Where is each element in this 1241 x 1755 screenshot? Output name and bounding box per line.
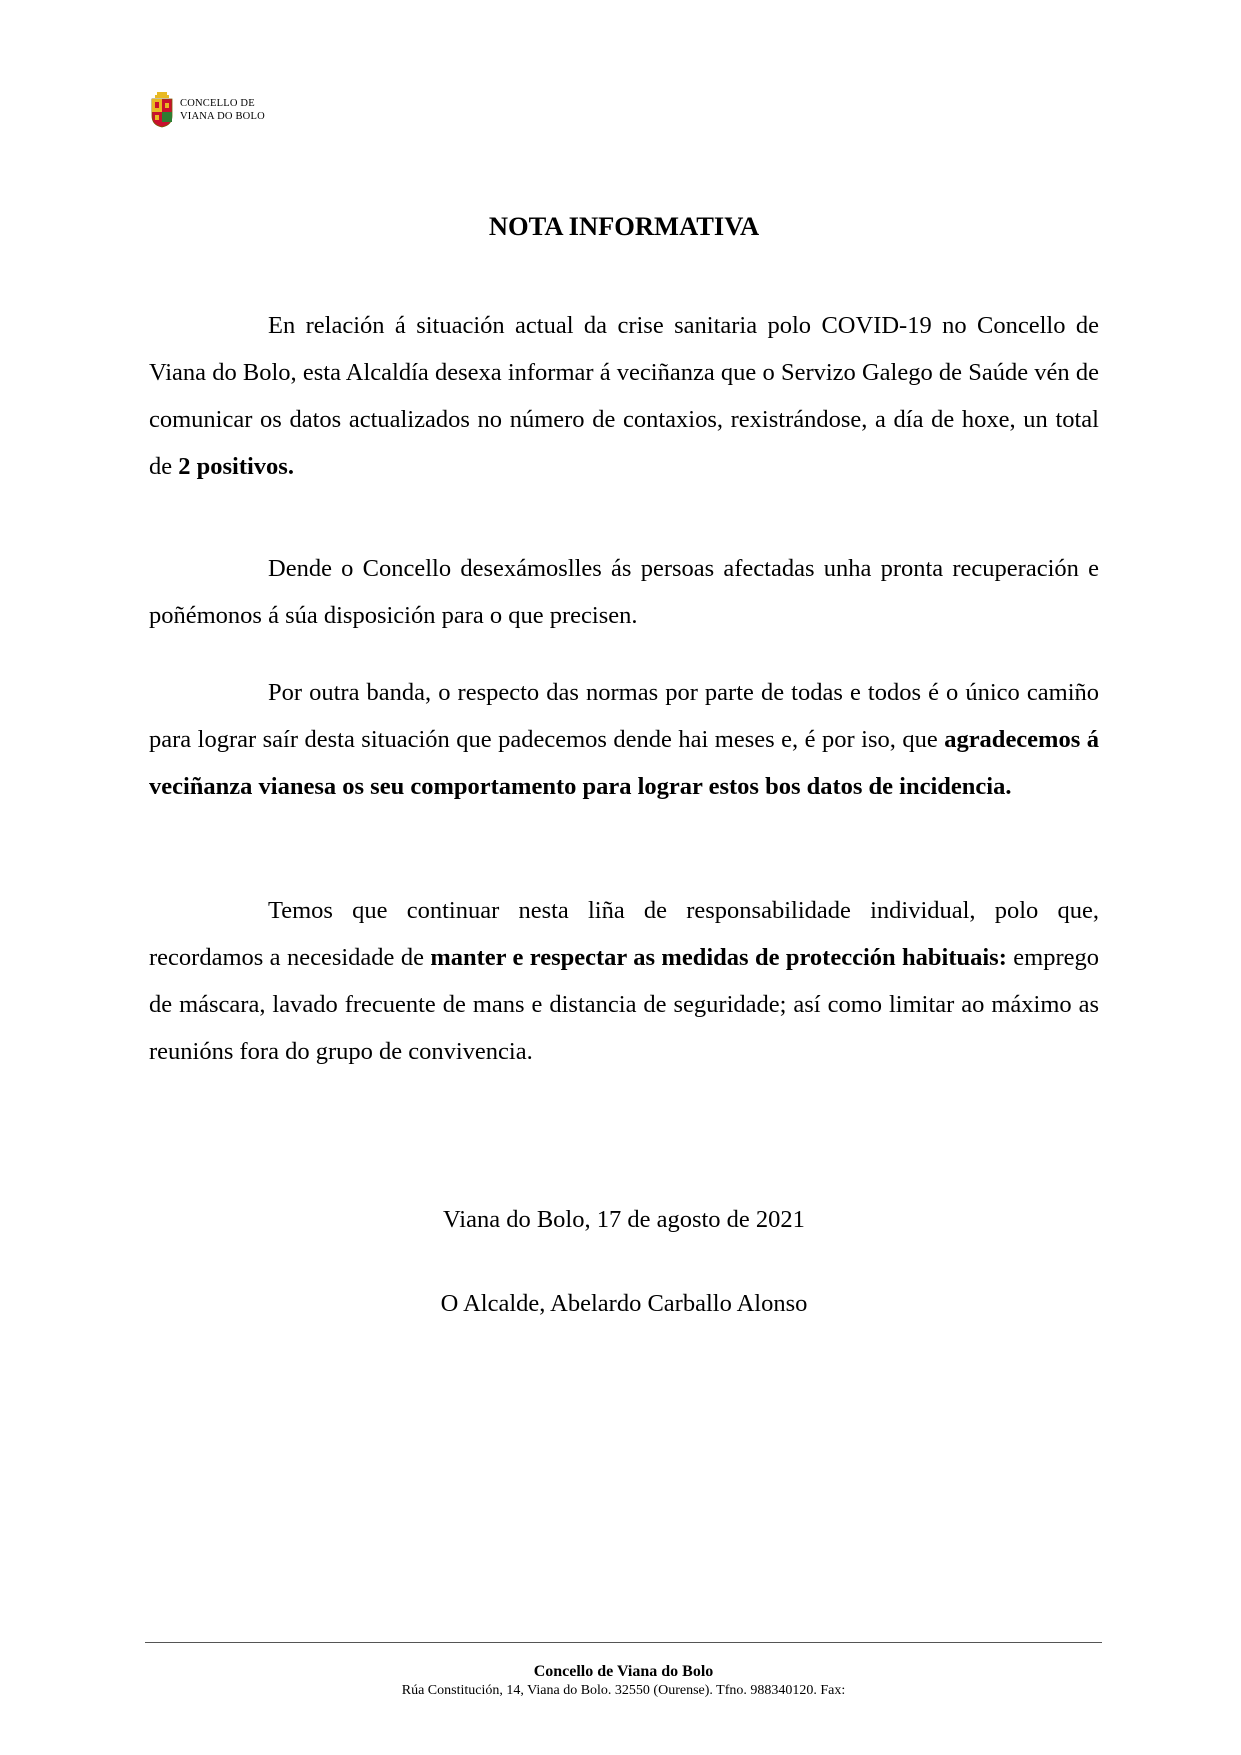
paragraph-2	[149, 545, 1099, 639]
paragraph-4-text-before: Temos que continuar nesta liña de responsabilidade individual, polo que, recordamos a necesidade de	[149, 897, 1099, 971]
coat-of-arms-icon	[150, 92, 174, 128]
paragraph-3	[149, 669, 1099, 810]
paragraph-2-text: Dende o Concello desexámoslles ás persoas afectadas unha pronta recuperación e poñémonos á súa disposición para o que precisen.	[149, 555, 1099, 629]
footer-name: Concello de Viana do Bolo	[533, 1663, 714, 1680]
paragraph-4-text-after: emprego de máscara, lavado frecuente de mans e distancia de seguridade; así como limitar ao máximo as reunións fora do grupo de convivencia.	[149, 944, 1100, 1065]
footer-divider	[145, 1642, 1102, 1643]
paragraph-1-bold: 2 positivos.	[178, 453, 294, 480]
logo-line-2: VIANA DO BOLO	[180, 111, 265, 122]
paragraph-1	[149, 302, 1099, 490]
paragraph-3-text: Por outra banda, o respecto das normas por parte de todas e todos é o único camiño para lograr saír desta situación que padecemos dende hai meses e, é por iso, que	[149, 679, 1099, 753]
logo-text	[180, 97, 265, 123]
header-logo	[150, 92, 265, 128]
paragraph-3-bold: agradecemos á veciñanza vianesa os seu comportamento para lograr estos bos datos de incidencia.	[149, 726, 1099, 800]
footer-address: Rúa Constitución, 14, Viana do Bolo. 32550 (Ourense). Tfno. 988340120. Fax:	[401, 1683, 846, 1698]
signature: O Alcalde, Abelardo Carballo Alonso	[440, 1290, 808, 1317]
place-date: Viana do Bolo, 17 de agosto de 2021	[443, 1206, 805, 1233]
document-title: NOTA INFORMATIVA	[488, 211, 760, 241]
paragraph-1-text: En relación á situación actual da crise sanitaria polo COVID-19 no Concello de Viana do Bolo, esta Alcaldía desexa informar á veciñanza que o Servizo Galego de Saúde vén de comunicar os datos actualizados no número de contaxios, rexistrándose, a día de hoxe, un total de	[149, 312, 1099, 480]
logo-line-1: CONCELLO DE	[180, 98, 255, 109]
paragraph-4	[149, 887, 1099, 1075]
paragraph-4-bold: manter e respectar as medidas de protección habituais:	[430, 944, 1007, 971]
